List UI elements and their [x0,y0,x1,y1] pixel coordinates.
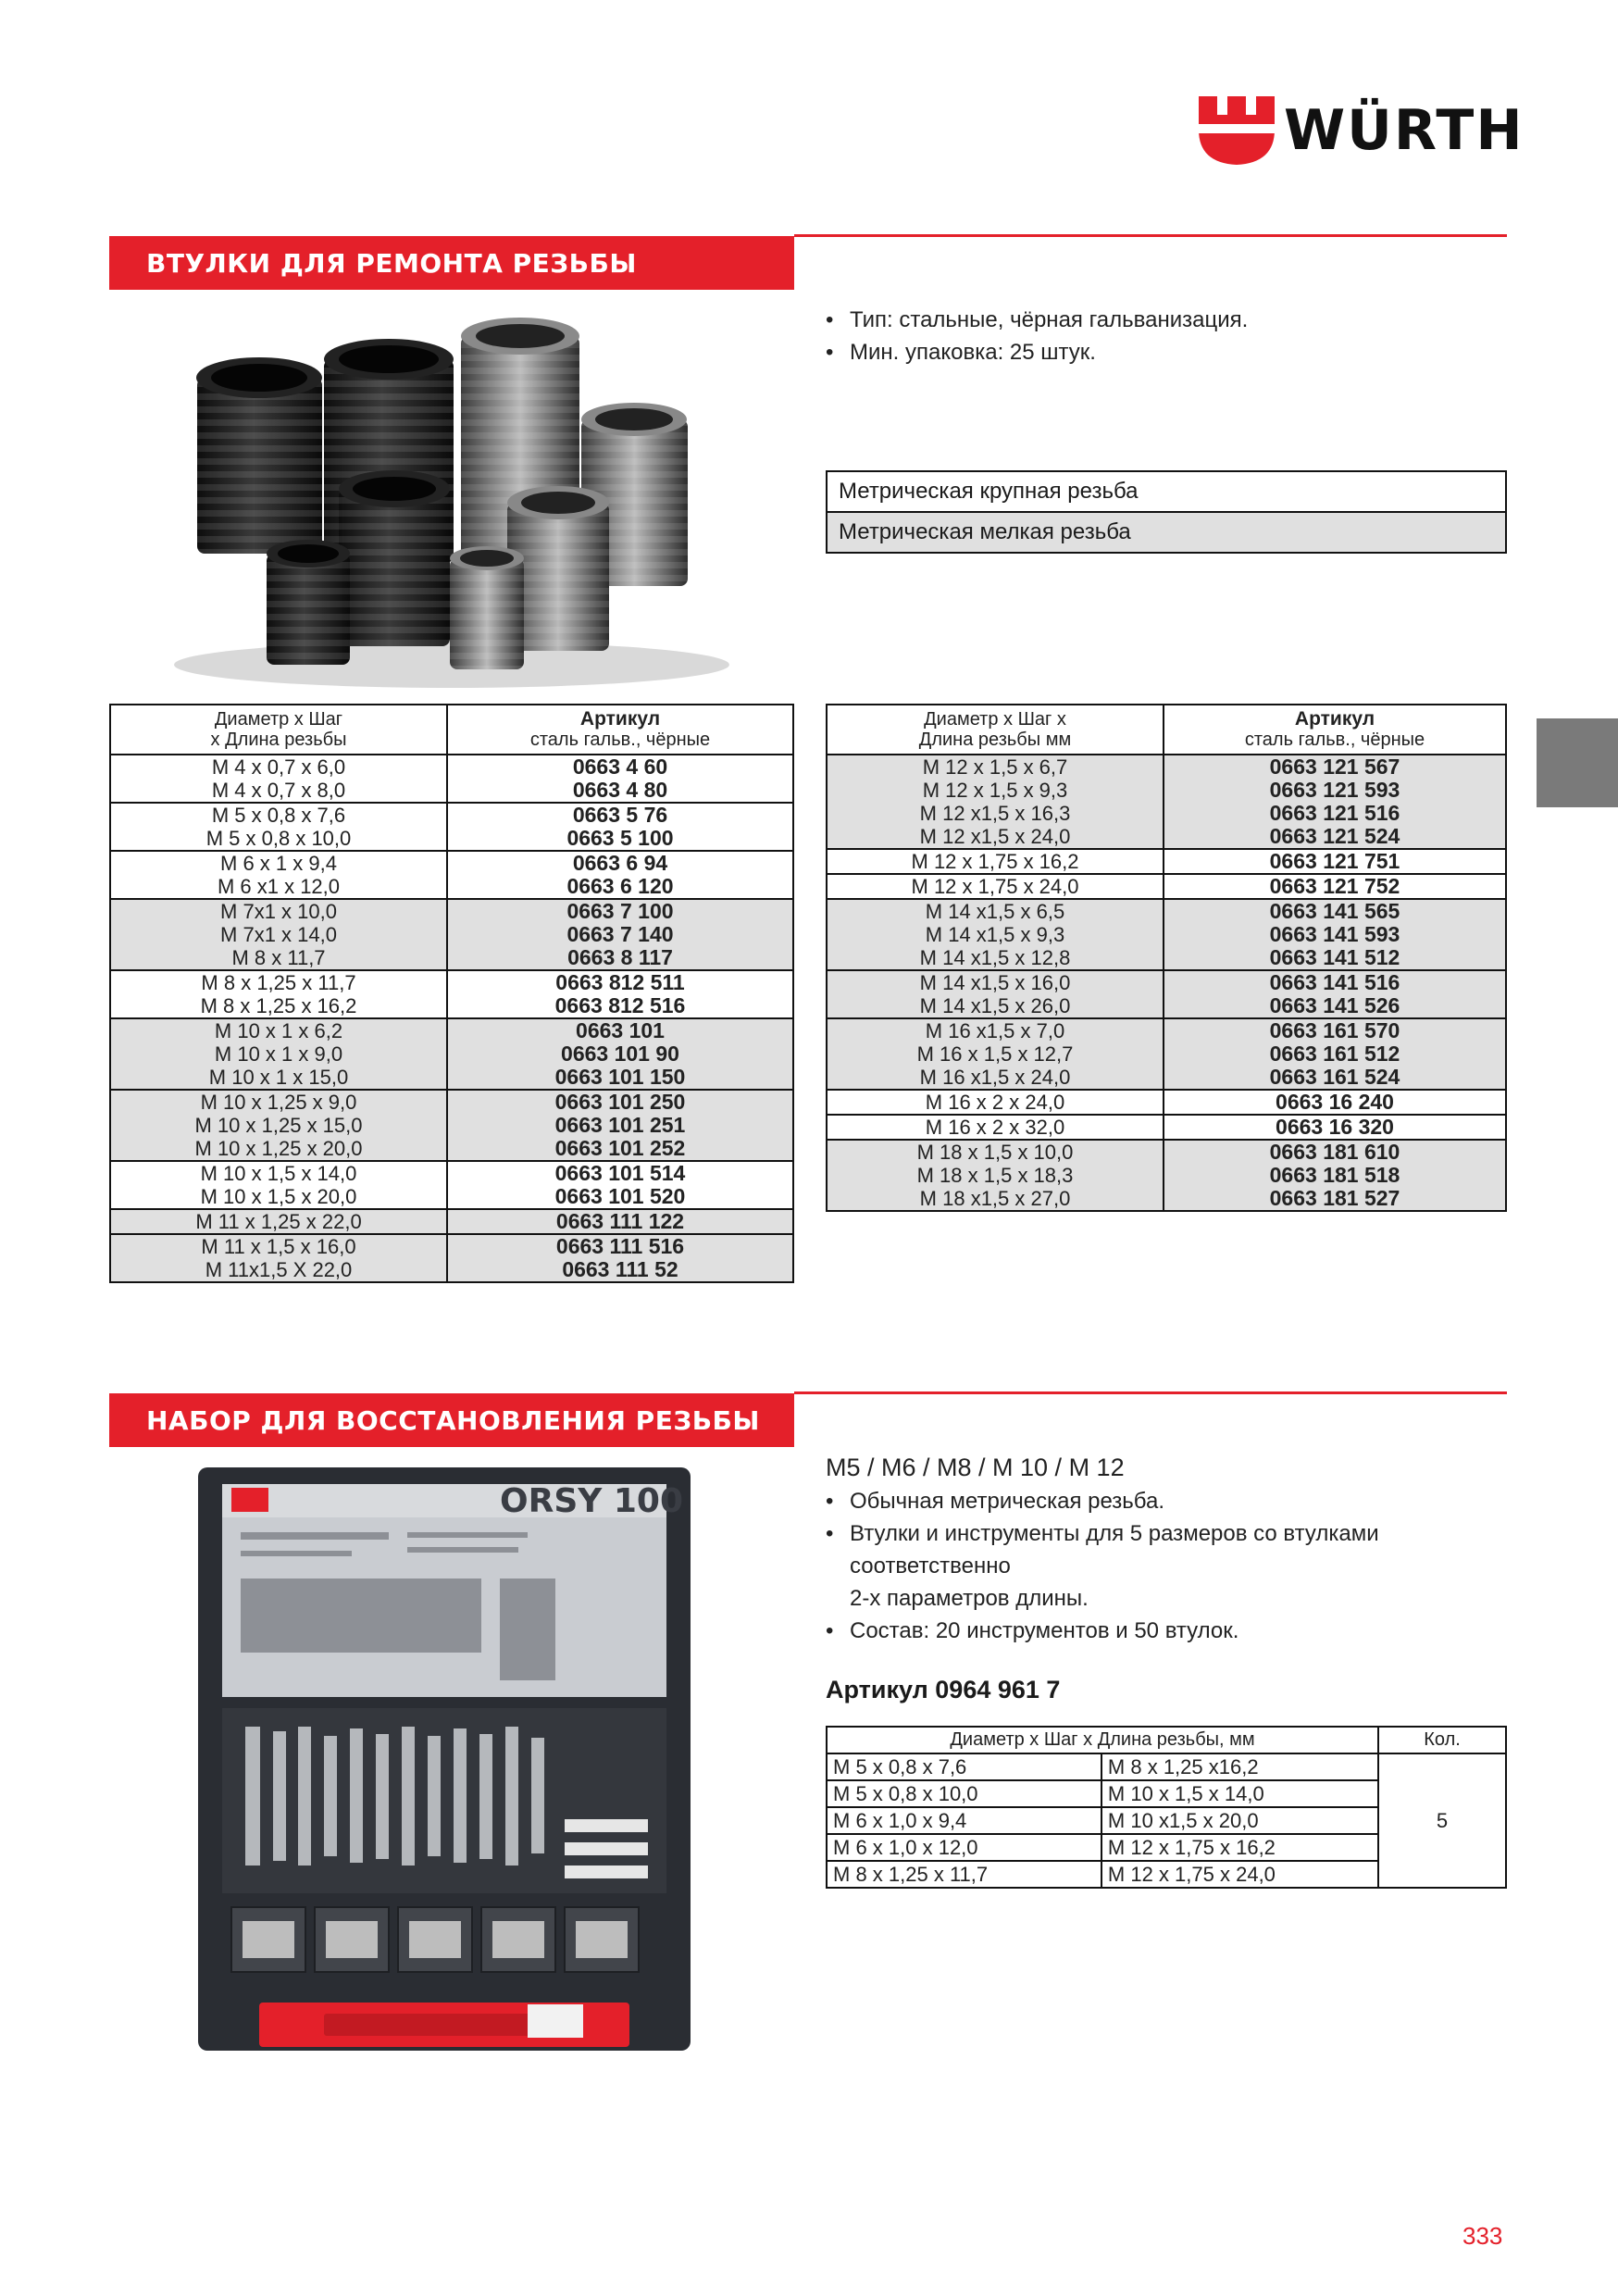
size-cell: M 10 x 1,5 x 14,0 M 10 x 1,5 x 20,0 [110,1161,447,1209]
size-cell: M 12 x 1,75 x 16,2 [827,849,1164,874]
size-cell: M 5 x 0,8 x 7,6 [827,1753,1101,1780]
bullet-item: • Обычная метрическая резьба. [826,1489,1165,1514]
size-cell: M 12 x 1,75 x 24,0 [827,874,1164,899]
bullet-item: • Втулки и инструменты для 5 размеров со втулками [826,1521,1379,1546]
article-cell: 0663 121 751 [1164,849,1506,874]
article-cell: 0663 4 60 0663 4 80 [447,755,793,803]
article-cell: 0663 111 122 [447,1209,793,1234]
size-cell: M 6 x 1,0 x 12,0 [827,1834,1101,1861]
table-row [827,1018,1506,1090]
article-cell: 0663 101 514 0663 101 520 [447,1161,793,1209]
table-row [827,849,1506,874]
table-row [827,874,1506,899]
size-cell: M 6 x 1,0 x 9,4 [827,1807,1101,1834]
legend-coarse-thread: Метрическая крупная резьба [826,470,1507,513]
table-row [110,851,793,899]
article-cell: 0663 141 516 0663 141 526 [1164,970,1506,1018]
inserts-table-right [826,704,1507,1212]
table-row [827,1115,1506,1140]
wurth-logo [1199,96,1525,167]
column-header-size: Диаметр х Шаг х Длина резьбы [110,705,447,755]
table-row [827,755,1506,849]
size-cell: M 6 x 1 x 9,4 M 6 x1 x 12,0 [110,851,447,899]
case-brand-label: ORSY 100 [500,1482,683,1520]
bullet-item: • Тип: стальные, чёрная гальванизация. [826,307,1249,332]
size-cell: M 5 x 0,8 x 7,6 M 5 x 0,8 x 10,0 [110,803,447,851]
thread-type-legend [826,470,1507,554]
qty-cell: 5 [1378,1753,1506,1888]
size-cell: M 8 x 1,25 x 11,7 [827,1861,1101,1888]
column-header-size: Диаметр х Шаг х Длина резьбы, мм [827,1727,1378,1753]
table-row [110,899,793,970]
size-cell: M 18 x 1,5 x 10,0 M 18 x 1,5 x 18,3 M 18 x1,5 x 27,0 [827,1140,1164,1211]
kit-article-title: Артикул 0964 961 7 [826,1676,1061,1703]
size-cell: M 16 x1,5 x 7,0 M 16 x 1,5 x 12,7 M 16 x1,5 x 24,0 [827,1018,1164,1090]
table-row [110,1018,793,1090]
article-cell: 0663 5 76 0663 5 100 [447,803,793,851]
size-cell: M 8 x 1,25 x 11,7 M 8 x 1,25 x 16,2 [110,970,447,1018]
table-row [110,1161,793,1209]
size-cell: M 12 x 1,75 x 16,2 [1101,1834,1378,1861]
column-header-qty: Кол. [1378,1727,1506,1753]
size-cell: M 8 x 1,25 x16,2 [1101,1753,1378,1780]
table-row [827,1753,1506,1780]
table-row [110,1234,793,1282]
kit-contents-table [826,1726,1507,1889]
article-cell: 0663 16 240 [1164,1090,1506,1115]
section-header [109,1393,794,1447]
column-header-size: Диаметр х Шаг х Длина резьбы мм [827,705,1164,755]
table-row [827,1140,1506,1211]
table-row [110,1090,793,1161]
insert-features-list [826,304,1248,368]
bullet-continuation: соответственно [850,1554,1011,1578]
wurth-logo-mark-icon [1199,96,1275,165]
size-cell: M 14 x1,5 x 16,0 M 14 x1,5 x 26,0 [827,970,1164,1018]
table-row [110,755,793,803]
article-cell: 0663 7 100 0663 7 140 0663 8 117 [447,899,793,970]
section-title: НАБОР ДЛЯ ВОССТАНОВЛЕНИЯ РЕЗЬБЫ [146,1405,760,1436]
size-cell: M 10 x1,5 x 20,0 [1101,1807,1378,1834]
article-cell: 0663 6 94 0663 6 120 [447,851,793,899]
section-divider [794,1391,1507,1394]
column-header-article: Артикул сталь гальв., чёрные [1164,705,1506,755]
size-cell: M 7x1 x 10,0 M 7x1 x 14,0 M 8 x 11,7 [110,899,447,970]
section-header [109,236,794,290]
table-row [827,1090,1506,1115]
thread-repair-kit-photo [194,1467,694,2060]
page-number: 333 [1462,2222,1503,2250]
section-divider [794,234,1507,237]
article-cell: 0663 101 0663 101 90 0663 101 150 [447,1018,793,1090]
article-cell: 0663 181 610 0663 181 518 0663 181 527 [1164,1140,1506,1211]
bullet-continuation: 2-х параметров длины. [850,1586,1089,1611]
size-cell: M 10 x 1,5 x 14,0 [1101,1780,1378,1807]
table-row [110,970,793,1018]
size-cell: M 12 x 1,5 x 6,7 M 12 x 1,5 x 9,3 M 12 x1,5 x 16,3 M 12 x1,5 x 24,0 [827,755,1164,849]
article-cell: 0663 141 565 0663 141 593 0663 141 512 [1164,899,1506,970]
size-cell: M 11 x 1,5 x 16,0 M 11x1,5 X 22,0 [110,1234,447,1282]
size-cell: M 16 x 2 x 32,0 [827,1115,1164,1140]
legend-fine-thread: Метрическая мелкая резьба [826,513,1507,554]
table-row [827,970,1506,1018]
bullet-item: • Мин. упаковка: 25 штук. [826,340,1096,365]
column-header-article: Артикул сталь гальв., чёрные [447,705,793,755]
table-row [827,899,1506,970]
kit-sizes-line: M5 / M6 / M8 / M 10 / M 12 [826,1454,1125,1481]
bullet-item: • Состав: 20 инструментов и 50 втулок. [826,1618,1239,1643]
size-cell: M 12 x 1,75 x 24,0 [1101,1861,1378,1888]
size-cell: M 10 x 1 x 6,2 M 10 x 1 x 9,0 M 10 x 1 x 15,0 [110,1018,447,1090]
size-cell: M 11 x 1,25 x 22,0 [110,1209,447,1234]
article-cell: 0663 121 752 [1164,874,1506,899]
size-cell: M 14 x1,5 x 6,5 M 14 x1,5 x 9,3 M 14 x1,5 x 12,8 [827,899,1164,970]
size-cell: M 10 x 1,25 x 9,0 M 10 x 1,25 x 15,0 M 10 x 1,25 x 20,0 [110,1090,447,1161]
article-cell: 0663 161 570 0663 161 512 0663 161 524 [1164,1018,1506,1090]
table-row [110,803,793,851]
section-title: ВТУЛКИ ДЛЯ РЕМОНТА РЕЗЬБЫ [146,248,637,279]
article-cell: 0663 101 250 0663 101 251 0663 101 252 [447,1090,793,1161]
kit-features-list [826,1485,1379,1647]
table-row [110,1209,793,1234]
thread-insert-photo [109,290,794,697]
size-cell: M 4 x 0,7 x 6,0 M 4 x 0,7 x 8,0 [110,755,447,803]
article-cell: 0663 121 567 0663 121 593 0663 121 516 0663 121 524 [1164,755,1506,849]
article-cell: 0663 812 511 0663 812 516 [447,970,793,1018]
wurth-logo-word: WÜRTH [1284,98,1525,163]
section-side-tab [1537,718,1618,807]
size-cell: M 5 x 0,8 x 10,0 [827,1780,1101,1807]
article-cell: 0663 111 516 0663 111 52 [447,1234,793,1282]
size-cell: M 16 x 2 x 24,0 [827,1090,1164,1115]
article-cell: 0663 16 320 [1164,1115,1506,1140]
inserts-table-left [109,704,794,1283]
